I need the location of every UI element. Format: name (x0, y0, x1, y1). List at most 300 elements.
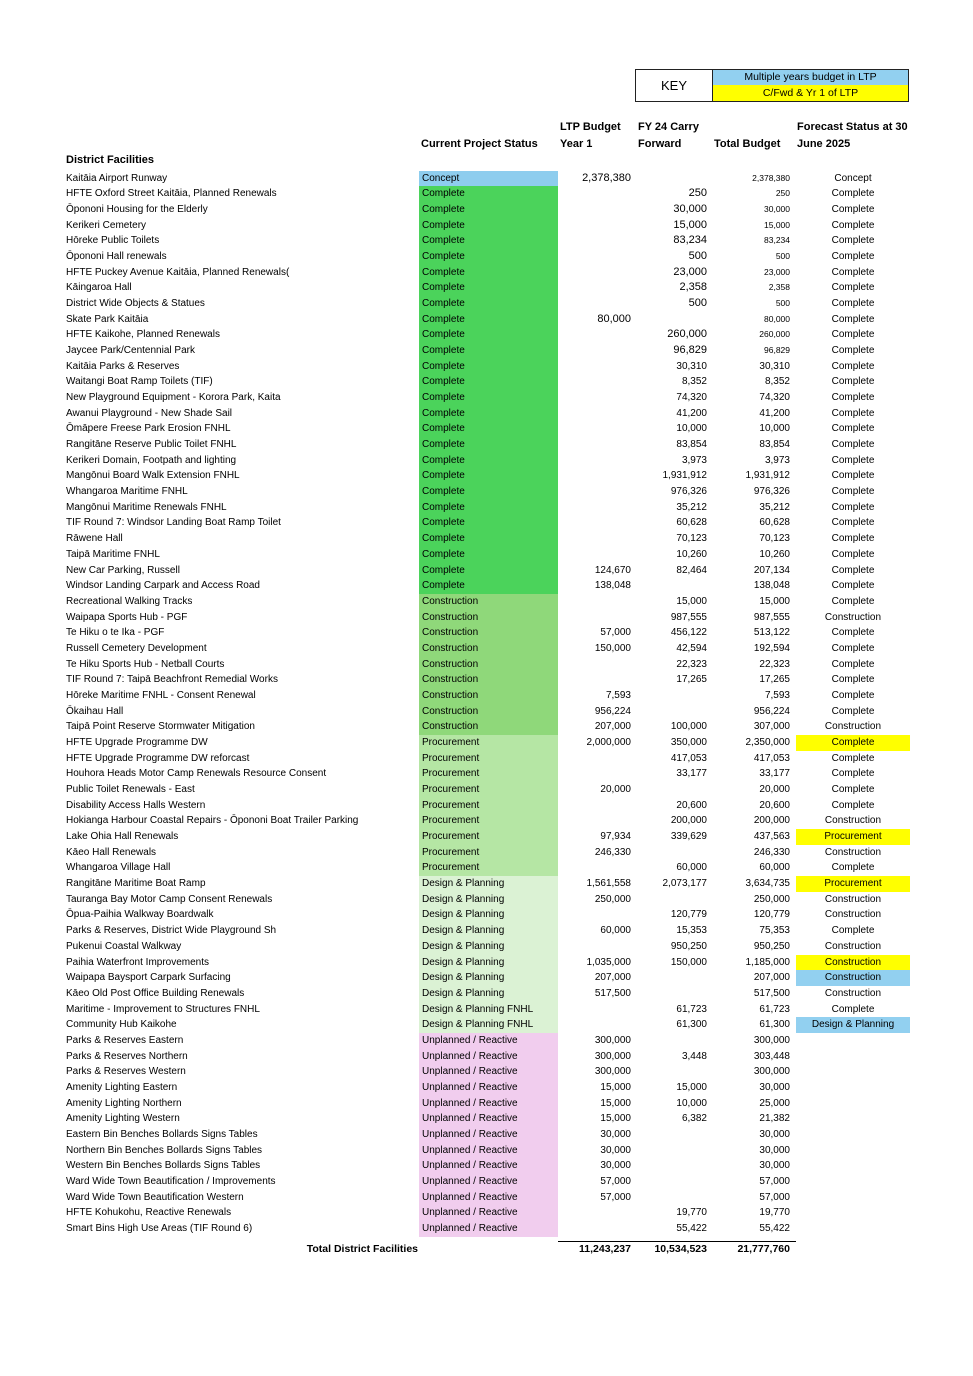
table-row (0, 986, 973, 1002)
table-row (0, 1205, 973, 1221)
carry-forward: 83,854 (676, 439, 707, 451)
project-status: Unplanned / Reactive (419, 1033, 558, 1049)
project-name: Waipapa Sports Hub - PGF (66, 611, 188, 623)
total-budget: 30,000 (764, 203, 790, 214)
project-name: TIF Round 7: Windsor Landing Boat Ramp Toilet (66, 517, 281, 529)
header-forecast-line1: Forecast Status at 30 (797, 121, 908, 133)
project-name: Disability Access Halls Western (66, 799, 206, 811)
project-status: Unplanned / Reactive (419, 1111, 558, 1127)
table-row (0, 1221, 973, 1237)
carry-forward: 22,323 (676, 658, 707, 670)
total-budget: 30,000 (759, 1128, 790, 1140)
table-row (0, 1174, 973, 1190)
project-name: Waipapa Baysport Carpark Surfacing (66, 972, 231, 984)
total-budget: 19,770 (759, 1207, 790, 1219)
project-name: Parks & Reserves, District Wide Playground Sh (66, 925, 277, 937)
forecast-status: Procurement (796, 876, 910, 892)
total-budget: 61,300 (759, 1019, 790, 1031)
forecast-status: Complete (831, 266, 875, 278)
table-row (0, 798, 973, 814)
total-budget: 192,594 (753, 642, 790, 654)
project-name: Waitangi Boat Ramp Toilets (TIF) (66, 376, 213, 388)
forecast-status: Construction (824, 846, 882, 858)
project-name: District Wide Objects & Statues (66, 297, 205, 309)
carry-forward: 61,300 (676, 1019, 707, 1031)
ltp-budget: 15,000 (600, 1113, 631, 1125)
total-budget: 207,134 (753, 564, 790, 576)
forecast-status: Complete (831, 407, 875, 419)
table-row (0, 970, 973, 986)
table-row (0, 719, 973, 735)
forecast-status: Complete (831, 360, 875, 372)
total-budget: 3,634,735 (745, 878, 790, 890)
total-budget: 30,310 (759, 360, 790, 372)
project-name: Rangitāne Maritime Boat Ramp (66, 878, 206, 890)
key-label: KEY (636, 70, 713, 101)
ltp-budget: 246,330 (594, 846, 631, 858)
project-status: Complete (419, 390, 558, 406)
table-row (0, 171, 973, 187)
project-name: HFTE Upgrade Programme DW reforcast (66, 752, 250, 764)
carry-forward: 70,123 (676, 533, 707, 545)
carry-forward: 200,000 (670, 815, 707, 827)
project-name: Ōpononi Hall renewals (66, 250, 167, 262)
header-fwd-line1: FY 24 Carry (638, 121, 699, 133)
carry-forward: 60,628 (676, 517, 707, 529)
forecast-status: Complete (831, 1003, 875, 1015)
total-budget: 35,212 (759, 501, 790, 513)
forecast-status: Complete (831, 392, 875, 404)
table-row (0, 955, 973, 971)
project-status: Unplanned / Reactive (419, 1127, 558, 1143)
project-status: Complete (419, 468, 558, 484)
total-budget: 2,350,000 (745, 736, 790, 748)
forecast-status: Complete (831, 799, 875, 811)
total-ltp: 11,243,237 (579, 1243, 631, 1255)
total-budget: 307,000 (753, 721, 790, 733)
table-row (0, 563, 973, 579)
project-name: Lake Ohia Hall Renewals (66, 831, 179, 843)
carry-forward: 61,723 (676, 1003, 707, 1015)
carry-forward: 23,000 (673, 265, 707, 278)
carry-forward: 350,000 (670, 736, 707, 748)
project-status: Design & Planning (419, 907, 558, 923)
project-name: HFTE Puckey Avenue Kaitāia, Planned Renewals( (66, 266, 290, 278)
project-name: Whangaroa Village Hall (66, 862, 171, 874)
project-status: Unplanned / Reactive (419, 1096, 558, 1112)
project-status: Unplanned / Reactive (419, 1158, 558, 1174)
carry-forward: 2,073,177 (662, 878, 707, 890)
carry-forward: 15,000 (676, 595, 707, 607)
project-name: Kāeo Hall Renewals (66, 846, 157, 858)
total-budget: 74,320 (759, 392, 790, 404)
project-status: Procurement (419, 813, 558, 829)
total-budget: 950,250 (753, 940, 790, 952)
project-name: Hōreke Maritime FNHL - Consent Renewal (66, 689, 256, 701)
carry-forward: 82,464 (676, 564, 707, 576)
carry-forward: 55,422 (676, 1223, 707, 1235)
project-name: Amenity Lighting Western (66, 1113, 180, 1125)
carry-forward: 30,000 (673, 202, 707, 215)
forecast-status: Complete (831, 235, 875, 247)
forecast-status: Construction (824, 909, 882, 921)
project-name: Taipā Maritime FNHL (66, 548, 160, 560)
ltp-budget: 30,000 (600, 1160, 631, 1172)
table-row (0, 374, 973, 390)
project-status: Complete (419, 406, 558, 422)
ltp-budget: 300,000 (594, 1034, 631, 1046)
table-row (0, 1111, 973, 1127)
carry-forward: 100,000 (670, 721, 707, 733)
project-status: Unplanned / Reactive (419, 1049, 558, 1065)
project-status: Complete (419, 327, 558, 343)
project-status: Design & Planning (419, 923, 558, 939)
forecast-status: Complete (831, 752, 875, 764)
project-name: Kaitāia Airport Runway (66, 172, 168, 184)
project-status: Complete (419, 312, 558, 328)
table-row (0, 672, 973, 688)
table-row (0, 782, 973, 798)
project-status: Complete (419, 186, 558, 202)
project-name: Community Hub Kaikohe (66, 1019, 177, 1031)
forecast-status: Construction (824, 815, 882, 827)
project-name: Amenity Lighting Northern (66, 1097, 182, 1109)
carry-forward: 10,000 (676, 423, 707, 435)
total-budget: 2,358 (768, 282, 790, 293)
table-row (0, 657, 973, 673)
total-budget: 20,600 (759, 799, 790, 811)
forecast-status: Construction (824, 721, 882, 733)
total-budget: 250,000 (753, 893, 790, 905)
table-row (0, 1096, 973, 1112)
total-budget: 23,000 (764, 266, 790, 277)
forecast-status: Procurement (796, 829, 910, 845)
forecast-status: Complete (831, 580, 875, 592)
project-status: Procurement (419, 751, 558, 767)
table-row (0, 1049, 973, 1065)
ltp-budget: 150,000 (594, 642, 631, 654)
project-name: HFTE Kohukohu, Reactive Renewals (66, 1207, 232, 1219)
carry-forward: 10,000 (676, 1097, 707, 1109)
total-budget: 30,000 (759, 1144, 790, 1156)
ltp-budget: 57,000 (600, 1191, 631, 1203)
carry-forward: 417,053 (670, 752, 707, 764)
carry-forward: 150,000 (670, 956, 707, 968)
project-name: Northern Bin Benches Bollards Signs Tables (66, 1144, 263, 1156)
project-status: Complete (419, 343, 558, 359)
table-row (0, 829, 973, 845)
forecast-status: Construction (796, 970, 910, 986)
total-budget: 956,224 (753, 705, 790, 717)
key-multi-years: Multiple years budget in LTP (713, 70, 908, 85)
forecast-status: Construction (796, 955, 910, 971)
forecast-status: Complete (831, 689, 875, 701)
project-name: Te Hiku o te Ika - PGF (66, 627, 165, 639)
total-budget: 1,185,000 (745, 956, 790, 968)
forecast-status: Complete (831, 297, 875, 309)
ltp-budget: 207,000 (594, 972, 631, 984)
carry-forward: 500 (688, 296, 707, 309)
total-budget: 25,000 (759, 1097, 790, 1109)
carry-forward: 17,265 (676, 674, 707, 686)
table-row (0, 923, 973, 939)
total-budget: 207,000 (753, 972, 790, 984)
carry-forward: 10,260 (676, 548, 707, 560)
table-row (0, 296, 973, 312)
carry-forward: 456,122 (670, 627, 707, 639)
table-row (0, 531, 973, 547)
project-status: Complete (419, 249, 558, 265)
project-name: Recreational Walking Tracks (66, 595, 193, 607)
carry-forward: 33,177 (676, 768, 707, 780)
table-row (0, 813, 973, 829)
project-name: Houhora Heads Motor Camp Renewals Resource Consent (66, 768, 327, 780)
ltp-budget: 1,035,000 (586, 956, 631, 968)
project-status: Design & Planning (419, 986, 558, 1002)
project-name: Mangōnui Maritime Renewals FNHL (66, 501, 227, 513)
forecast-status: Complete (831, 454, 875, 466)
forecast-status: Construction (824, 940, 882, 952)
table-row (0, 751, 973, 767)
forecast-status: Complete (831, 376, 875, 388)
project-name: New Car Parking, Russell (66, 564, 180, 576)
ltp-budget: 30,000 (600, 1144, 631, 1156)
forecast-status: Complete (831, 501, 875, 513)
ltp-budget: 956,224 (594, 705, 631, 717)
ltp-budget: 2,378,380 (582, 171, 631, 184)
project-status: Design & Planning FNHL (419, 1017, 558, 1033)
carry-forward: 500 (688, 249, 707, 262)
project-status: Complete (419, 359, 558, 375)
total-budget: 260,000 (759, 329, 790, 340)
project-status: Complete (419, 421, 558, 437)
table-row (0, 484, 973, 500)
total-budget: 500 (775, 297, 790, 308)
total-budget: 3,973 (764, 454, 790, 466)
project-name: Parks & Reserves Eastern (66, 1034, 184, 1046)
carry-forward: 15,353 (676, 925, 707, 937)
project-status: Unplanned / Reactive (419, 1221, 558, 1237)
total-budget: 22,323 (759, 658, 790, 670)
forecast-status: Complete (831, 564, 875, 576)
carry-forward: 19,770 (676, 1207, 707, 1219)
carry-forward: 20,600 (676, 799, 707, 811)
ltp-budget: 207,000 (594, 721, 631, 733)
table-row (0, 1002, 973, 1018)
project-status: Unplanned / Reactive (419, 1190, 558, 1206)
project-name: Hōreke Public Toilets (66, 235, 160, 247)
project-name: Kerikeri Domain, Footpath and lighting (66, 454, 237, 466)
project-name: Rangitāne Reserve Public Toilet FNHL (66, 439, 237, 451)
project-status: Construction (419, 625, 558, 641)
project-status: Design & Planning (419, 939, 558, 955)
project-status: Concept (419, 171, 558, 187)
total-budget: 138,048 (753, 580, 790, 592)
project-status: Design & Planning (419, 955, 558, 971)
ltp-budget: 517,500 (594, 987, 631, 999)
table-row (0, 1017, 973, 1033)
ltp-budget: 60,000 (600, 925, 631, 937)
project-name: Taipā Point Reserve Stormwater Mitigation (66, 721, 255, 733)
carry-forward: 15,000 (676, 1081, 707, 1093)
total-budget: 303,448 (753, 1050, 790, 1062)
forecast-status: Complete (831, 329, 875, 341)
project-name: Awanui Playground - New Shade Sail (66, 407, 233, 419)
project-status: Design & Planning FNHL (419, 1002, 558, 1018)
carry-forward: 976,326 (670, 486, 707, 498)
carry-forward: 83,234 (673, 234, 707, 247)
table-row (0, 186, 973, 202)
project-status: Complete (419, 500, 558, 516)
forecast-status: Complete (831, 250, 875, 262)
carry-forward: 35,212 (676, 501, 707, 513)
table-row (0, 233, 973, 249)
project-status: Procurement (419, 829, 558, 845)
carry-forward: 250 (688, 187, 707, 200)
total-budget: 987,555 (753, 611, 790, 623)
table-row (0, 468, 973, 484)
header-ltp-line2: Year 1 (560, 138, 593, 150)
header-ltp-line1: LTP Budget (560, 121, 621, 133)
table-row (0, 1143, 973, 1159)
project-name: Parks & Reserves Northern (66, 1050, 188, 1062)
forecast-status: Complete (831, 439, 875, 451)
project-name: Ward Wide Town Beautification Western (66, 1191, 244, 1203)
project-name: Ōkaihau Hall (66, 705, 124, 717)
table-row (0, 735, 973, 751)
carry-forward: 30,310 (676, 360, 707, 372)
project-name: Mangōnui Board Walk Extension FNHL (66, 470, 240, 482)
table-row (0, 892, 973, 908)
forecast-status: Complete (831, 470, 875, 482)
project-status: Complete (419, 515, 558, 531)
project-name: Ward Wide Town Beautification / Improvements (66, 1176, 276, 1188)
total-budget: 57,000 (759, 1191, 790, 1203)
forecast-status: Construction (824, 611, 882, 623)
forecast-status: Complete (831, 517, 875, 529)
project-name: Te Hiku Sports Hub - Netball Courts (66, 658, 225, 670)
forecast-status: Complete (831, 203, 875, 215)
project-status: Complete (419, 280, 558, 296)
table-row (0, 610, 973, 626)
table-row (0, 766, 973, 782)
project-status: Complete (419, 202, 558, 218)
project-name: Kāingaroa Hall (66, 282, 132, 294)
total-budget: 15,000 (764, 219, 790, 230)
total-budget: 83,234 (764, 235, 790, 246)
table-row (0, 939, 973, 955)
total-budget: 246,330 (753, 846, 790, 858)
table-row (0, 500, 973, 516)
forecast-status: Complete (831, 282, 875, 294)
table-row (0, 453, 973, 469)
ltp-budget: 7,593 (605, 689, 631, 701)
total-budget: 21,382 (759, 1113, 790, 1125)
project-name: Kaitāia Parks & Reserves (66, 360, 180, 372)
header-forecast-line2: June 2025 (797, 138, 851, 150)
table-row (0, 704, 973, 720)
project-status: Unplanned / Reactive (419, 1064, 558, 1080)
project-name: Pukenui Coastal Walkway (66, 940, 182, 952)
project-name: Western Bin Benches Bollards Signs Tables (66, 1160, 261, 1172)
project-name: Maritime - Improvement to Structures FNHL (66, 1003, 260, 1015)
table-row (0, 265, 973, 281)
project-status: Construction (419, 704, 558, 720)
table-row (0, 280, 973, 296)
total-budget: 437,563 (753, 831, 790, 843)
ltp-budget: 138,048 (594, 580, 631, 592)
forecast-status: Complete (831, 595, 875, 607)
total-budget: 200,000 (753, 815, 790, 827)
table-row (0, 437, 973, 453)
project-status: Unplanned / Reactive (419, 1205, 558, 1221)
project-name: Whangaroa Maritime FNHL (66, 486, 188, 498)
project-status: Design & Planning (419, 892, 558, 908)
table-row (0, 218, 973, 234)
project-status: Construction (419, 719, 558, 735)
total-budget: 300,000 (753, 1034, 790, 1046)
forecast-status: Complete (831, 533, 875, 545)
total-budget: 10,000 (759, 423, 790, 435)
project-status: Complete (419, 296, 558, 312)
ltp-budget: 300,000 (594, 1066, 631, 1078)
ltp-budget: 30,000 (600, 1128, 631, 1140)
table-row (0, 1080, 973, 1096)
table-row (0, 1064, 973, 1080)
project-name: Ōpua-Paihia Walkway Boardwalk (66, 909, 214, 921)
table-row (0, 860, 973, 876)
total-budget: 500 (775, 250, 790, 261)
carry-forward: 8,352 (681, 376, 707, 388)
project-name: HFTE Kaikohe, Planned Renewals (66, 329, 220, 341)
carry-forward: 987,555 (670, 611, 707, 623)
forecast-status: Complete (831, 627, 875, 639)
project-name: Kāeo Old Post Office Building Renewals (66, 987, 245, 999)
table-row (0, 641, 973, 657)
carry-forward: 60,000 (676, 862, 707, 874)
project-name: Skate Park Kaitāia (66, 313, 149, 325)
table-row (0, 1190, 973, 1206)
carry-forward: 260,000 (667, 328, 707, 341)
ltp-budget: 15,000 (600, 1097, 631, 1109)
project-name: Ōpononi Housing for the Elderly (66, 203, 208, 215)
carry-forward: 3,973 (681, 454, 707, 466)
table-row (0, 1158, 973, 1174)
table-row (0, 1127, 973, 1143)
project-name: HFTE Oxford Street Kaitāia, Planned Renewals (66, 188, 277, 200)
carry-forward: 120,779 (670, 909, 707, 921)
carry-forward: 950,250 (670, 940, 707, 952)
table-row (0, 845, 973, 861)
table-row (0, 907, 973, 923)
total-budget: 20,000 (759, 784, 790, 796)
total-budget: 8,352 (764, 376, 790, 388)
header-fwd-line2: Forward (638, 138, 682, 150)
project-name: Paihia Waterfront Improvements (66, 956, 210, 968)
table-row (0, 421, 973, 437)
ltp-budget: 97,934 (600, 831, 631, 843)
forecast-status: Concept (834, 172, 872, 184)
total-budget: 10,260 (759, 548, 790, 560)
ltp-budget: 15,000 (600, 1081, 631, 1093)
ltp-budget: 80,000 (597, 312, 631, 325)
project-status: Procurement (419, 735, 558, 751)
table-row (0, 578, 973, 594)
table-row (0, 327, 973, 343)
total-fwd: 10,534,523 (654, 1243, 707, 1255)
project-status: Procurement (419, 845, 558, 861)
project-status: Complete (419, 437, 558, 453)
